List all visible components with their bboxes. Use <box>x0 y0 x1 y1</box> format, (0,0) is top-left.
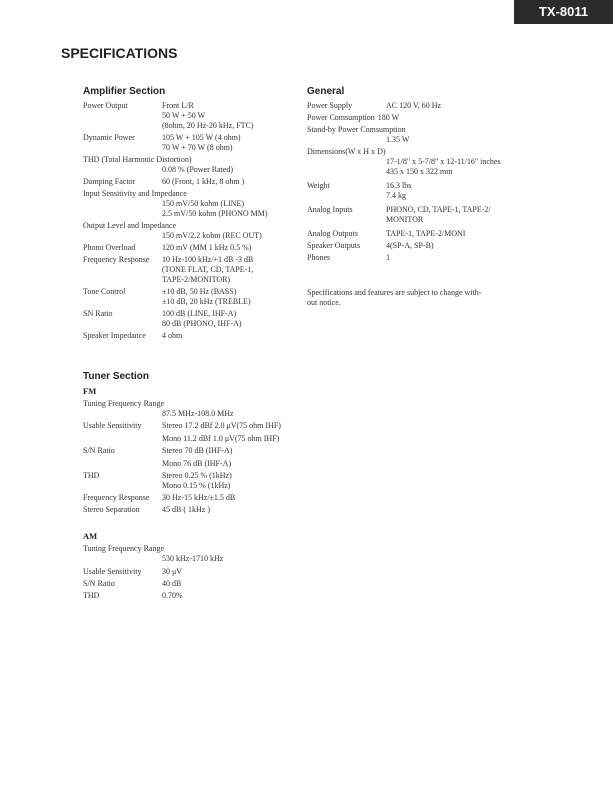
spec-value <box>162 287 251 307</box>
spec-row-fm-stereo-separation <box>83 505 303 515</box>
spec-label: Tuning Frequency Range <box>83 544 165 553</box>
spec-value: 40 dB <box>162 579 182 588</box>
spec-value-line: 16.3 lbs <box>386 181 412 190</box>
spec-value-line: MONITOR <box>386 215 424 224</box>
tuner-section-heading: Tuner Section <box>83 371 149 382</box>
spec-label: THD <box>83 471 100 480</box>
spec-row-tone-control <box>83 287 298 307</box>
spec-row-speaker-outputs <box>307 241 517 251</box>
notice-line: out notice. <box>307 298 341 307</box>
fm-subheading: FM <box>83 386 97 396</box>
spec-row-fm-sn-ratio <box>83 446 303 469</box>
spec-label: SN Ratio <box>83 309 113 318</box>
spec-value-line: 7.4 kg <box>386 191 406 200</box>
spec-value: 60 (Front, 1 kHz, 8 ohm ) <box>162 177 245 186</box>
spec-value: 180 W <box>377 113 400 122</box>
spec-value <box>162 255 253 285</box>
spec-label: Frequency Response <box>83 493 150 502</box>
spec-value-line: Stereo 17.2 dBf 2.0 μV(75 ohm IHF) <box>162 421 281 430</box>
spec-value-line: ±10 dB, 50 Hz (BASS) <box>162 287 237 296</box>
spec-label: Weight <box>307 181 330 190</box>
spec-row-dynamic-power <box>83 133 298 153</box>
spec-row-thd <box>83 155 298 175</box>
spec-label: Analog Inputs <box>307 205 353 214</box>
spec-row-power-supply <box>307 101 517 111</box>
spec-value-line: Front L/R <box>162 101 194 110</box>
spec-value: 0.08 % (Power Rated) <box>162 165 234 174</box>
spec-value-line: Mono 76 dB (IHF-A) <box>162 459 232 468</box>
spec-row-input-sensitivity <box>83 189 298 219</box>
spec-value-line: 435 x 150 x 322 mm <box>386 167 453 176</box>
spec-value <box>162 133 241 153</box>
spec-value: 87.5 MHz-108.0 MHz <box>162 409 234 418</box>
spec-row-analog-outputs <box>307 229 517 239</box>
spec-row-fm-usable-sensitivity <box>83 421 303 444</box>
spec-value-line: Stereo 0.25 % (1kHz) <box>162 471 232 480</box>
spec-label: Stereo Separation <box>83 505 140 514</box>
spec-value-line: Mono 0.15 % (1kHz) <box>162 481 231 490</box>
spec-label: S/N Ratio <box>83 579 115 588</box>
spec-value-line: 50 W + 50 W <box>162 111 206 120</box>
spec-row-weight <box>307 181 517 201</box>
spec-value: 30 μV <box>162 567 183 576</box>
amplifier-spec-list <box>83 101 298 343</box>
spec-row-output-level <box>83 221 298 241</box>
spec-label: Damping Factor <box>83 177 136 186</box>
spec-value: AC 120 V, 60 Hz <box>386 101 442 110</box>
spec-row-fm-thd <box>83 471 303 491</box>
spec-value: 1 <box>386 253 390 262</box>
spec-value <box>162 309 242 329</box>
spec-label: Phones <box>307 253 331 262</box>
specifications-change-notice <box>307 288 481 308</box>
spec-label: THD (Total Harmonic Distortion) <box>83 155 192 164</box>
spec-value-line: 70 W + 70 W (8 ohm) <box>162 143 233 152</box>
spec-value: 530 kHz-1710 kHz <box>162 554 224 563</box>
spec-value <box>83 199 298 219</box>
spec-value-line: 150 mV/50 kohm (LINE) <box>162 199 244 208</box>
spec-value: 150 mV/2.2 kohm (REC OUT) <box>162 231 262 240</box>
spec-row-analog-inputs <box>307 205 517 225</box>
fm-spec-list <box>83 399 303 517</box>
spec-row-fm-tuning-range <box>83 399 303 419</box>
spec-value-line: 2.5 mV/50 kohm (PHONO MM) <box>162 209 268 218</box>
spec-row-fm-frequency-response <box>83 493 303 503</box>
spec-value-line: TAPE-2/MONITOR) <box>162 275 231 284</box>
spec-value: TAPE-1, TAPE-2/MONI <box>386 229 466 238</box>
spec-row-sn-ratio <box>83 309 298 329</box>
spec-label: Tuning Frequency Range <box>83 399 165 408</box>
spec-value-line: ±10 dB, 20 kHz (TREBLE) <box>162 297 251 306</box>
spec-row-frequency-response <box>83 255 298 285</box>
spec-row-am-sn-ratio <box>83 579 303 589</box>
spec-label: Speaker Outputs <box>307 241 361 250</box>
spec-row-am-usable-sensitivity <box>83 567 303 577</box>
spec-value <box>162 471 232 491</box>
spec-label: Phono Overload <box>83 243 136 252</box>
am-spec-list <box>83 544 303 603</box>
spec-label: Dynamic Power <box>83 133 135 142</box>
spec-row-damping-factor <box>83 177 298 187</box>
spec-value: 4 ohm <box>162 331 183 340</box>
spec-label: THD <box>83 591 100 600</box>
spec-value: 4(SP-A, SP-B) <box>386 241 434 250</box>
spec-label: Power Supply <box>307 101 353 110</box>
spec-label: Power Comsumption <box>307 113 375 122</box>
spec-label: Usable Sensitivity <box>83 567 142 576</box>
spec-value <box>386 181 411 201</box>
spec-value: 120 mV (MM 1 kHz 0.5 %) <box>162 243 252 252</box>
spec-value-line: 10 Hz-100 kHz/+1 dB -3 dB <box>162 255 254 264</box>
spec-value-line: (TONE FLAT, CD, TAPE-1, <box>162 265 254 274</box>
spec-value-line: PHONO, CD, TAPE-1, TAPE-2/ <box>386 205 491 214</box>
notice-line: Specifications and features are subject to change with- <box>307 288 482 297</box>
spec-row-phones <box>307 253 517 263</box>
spec-value <box>386 205 491 225</box>
general-section-heading: General <box>307 86 345 97</box>
spec-label: Frequency Response <box>83 255 150 264</box>
spec-label: Analog Outputs <box>307 229 358 238</box>
spec-value: 1.35 W <box>386 135 410 144</box>
spec-label: Stand-by Power Comsumption <box>307 125 406 134</box>
spec-label: Tone Control <box>83 287 126 296</box>
spec-label: Speaker Impedance <box>83 331 146 340</box>
spec-label: Usable Sensitivity <box>83 421 142 430</box>
spec-value <box>307 157 517 177</box>
spec-value: 30 Hz-15 kHz/±1.5 dB <box>162 493 236 502</box>
spec-value: 45 dB ( 1kHz ) <box>162 505 210 514</box>
spec-row-power-output <box>83 101 298 131</box>
spec-value <box>162 421 281 444</box>
page-title: SPECIFICATIONS <box>61 45 178 61</box>
spec-value-line: Mono 11.2 dBf 1.0 μV(75 ohm IHF) <box>162 434 280 443</box>
am-subheading: AM <box>83 531 98 541</box>
general-spec-list <box>307 101 517 265</box>
spec-value: 0.70% <box>162 591 183 600</box>
spec-value-line: (8ohm, 20 Hz-20 kHz, FTC) <box>162 121 254 130</box>
spec-value-line: 100 dB (LINE, IHF-A) <box>162 309 237 318</box>
spec-value <box>162 101 254 131</box>
spec-value <box>162 446 232 469</box>
spec-row-am-thd <box>83 591 303 601</box>
spec-label: Output Level and Impedance <box>83 221 177 230</box>
spec-value-line: 17-1/8" x 5-7/8" x 12-11/16" inches <box>386 157 501 166</box>
spec-row-speaker-impedance <box>83 331 298 341</box>
spec-label: Power Output <box>83 101 128 110</box>
spec-row-am-tuning-range <box>83 544 303 564</box>
spec-row-phono-overload <box>83 243 298 253</box>
spec-value-line: 80 dB (PHONO, IHF-A) <box>162 319 242 328</box>
spec-value-line: 105 W + 105 W (4 ohm) <box>162 133 241 142</box>
amplifier-section-heading: Amplifier Section <box>83 86 166 97</box>
spec-label: Dimensions(W x H x D) <box>307 147 386 156</box>
spec-label: S/N Ratio <box>83 446 115 455</box>
spec-row-dimensions <box>307 147 517 177</box>
spec-row-standby-power <box>307 125 517 145</box>
spec-label: Input Sensitivity and Impedance <box>83 189 187 198</box>
spec-row-power-consumption <box>307 113 517 123</box>
model-number-tab: TX-8011 <box>514 0 613 24</box>
spec-value-line: Stereo 70 dB (IHF-A) <box>162 446 233 455</box>
